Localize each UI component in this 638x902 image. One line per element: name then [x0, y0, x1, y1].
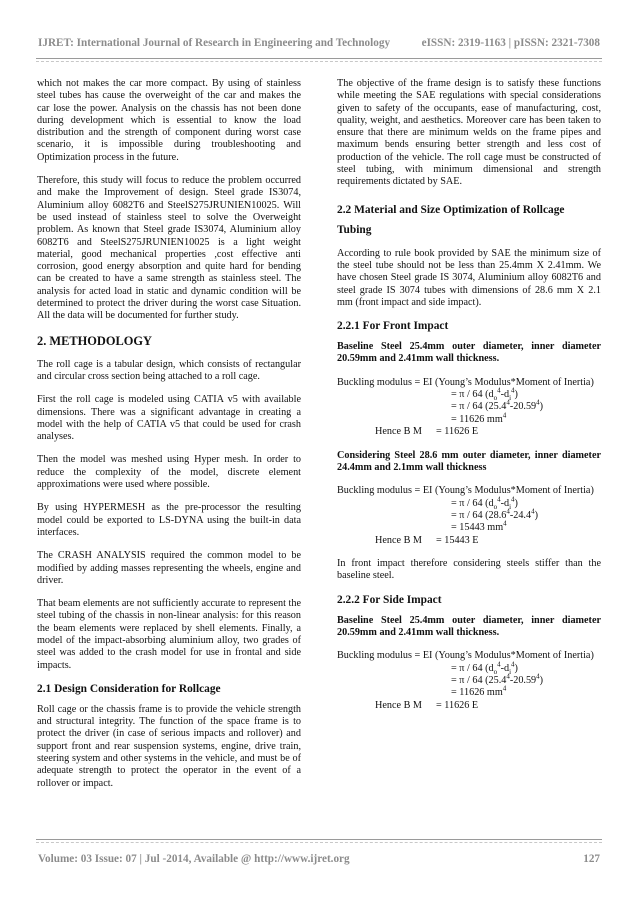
- equation-line: = π / 64 $(d_o^4-d_i^4)$: [451, 386, 518, 403]
- equation-line: = π / 64 (28.6$^4$-24.4$^4$): [451, 507, 538, 521]
- equation-line: = π / 64 (25.4$^4$-20.59$^4$): [451, 399, 544, 413]
- bold-statement: Baseline Steel 25.4mm outer diameter, inner diameter 20.59mm and 2.41mm wall thickness.: [337, 614, 601, 639]
- buckling-label: Buckling modulus = EI (Young’s Modulus*Moment of Inertia): [337, 485, 594, 497]
- paragraph: Therefore, this study will focus to reduce the problem occurred and make the Improvement of design. Steel grade IS3074, Aluminium alloy 6082T6 and SteelS275JRUNIEN10025. Will be used instead of stainless steel to solve the Overweight problem. As known that Steel grade IS3074, Aluminium alloy 6082T6 and SteelS275JRUNIEN10025 is a light weight material, good mechanical properties ,cost effective anti corrosion, good energy absorption and quite hard for bending can be created to have a same strength as stainless steel. The analysis for acted load in static and dynamic condition will be determined to protect the driver during the worst case Situation. All the data will be documented for further study.: [37, 175, 301, 322]
- equation-line: = π / 64 $(d_o^4-d_i^4)$: [451, 495, 518, 511]
- page-footer: [38, 853, 600, 865]
- equation-line: = 11626 $mm^4$: [451, 685, 507, 699]
- paragraph: Then the model was meshed using Hyper mesh. In order to reduce the complexity of the model, discrete element approximations were used where possible.: [37, 454, 301, 491]
- heading-line: Tubing: [337, 223, 372, 236]
- paragraph: The roll cage is a tabular design, which consists of rectangular and circular cross section being attached to a roll cage.: [37, 358, 301, 382]
- paragraph: Roll cage or the chassis frame is to provide the vehicle strength and structural integrity. The function of the space frame is to protect the driver (in case of serious impacts and rollover) and support front and rear suspension systems, engine, drive train, steering system and other systems in the vehicle, and must be of adequate strength to protect the operator in the event of a rollover or impact.: [37, 703, 301, 789]
- subsection-heading-side-impact: 2.2.2 For Side Impact: [337, 593, 442, 606]
- volume-info: Volume: 03 Issue: 07 | Jul -2014, Available @ http://www.ijret.org: [38, 853, 350, 865]
- left-column: [37, 78, 301, 790]
- equation-line: = π / 64 $(d_o^4-d_i^4)$: [451, 660, 518, 676]
- section-heading-methodology: 2. METHODOLOGY: [37, 333, 152, 348]
- right-column: [337, 78, 601, 712]
- equation-line: = π / 64 (25.4$^4$-20.59$^4$): [451, 672, 544, 687]
- equation-line: Hence B M = 11626 E: [375, 699, 479, 711]
- paragraph: According to rule book provided by SAE the minimum size of the steel tube should not be less than 25.4mm X 2.41mm. We have chosen Steel grade IS 3074, Aluminium alloy 6082T6 and steel grade IS 3074 tubes with dimensions of 28.6 mm X 2.1 mm (front impact and side impact).: [337, 247, 601, 308]
- issn-info: eISSN: 2319-1163 | pISSN: 2321-7308: [421, 37, 600, 49]
- paragraph: which not makes the car more compact. By using of stainless steel tubes has cause the overweight of the car and makes the car lose the power. Analysis on the chassis has not been done during development which is essential to know the load distribution and the strength of component during worst case scenario, it is impossible during troubleshooting and Optimization process in the future.: [37, 78, 301, 163]
- equation-line: Hence B M = 11626 E: [375, 426, 479, 438]
- paragraph: By using HYPERMESH as the pre-processor the resulting model could be exported to LS-DYNA using the built-in data interfaces.: [37, 502, 301, 538]
- buckling-label: Buckling modulus = EI (Young’s Modulus*Moment of Inertia): [337, 376, 594, 388]
- heading-line: [337, 200, 601, 220]
- buckling-label: Buckling modulus = EI (Young’s Modulus*Moment of Inertia): [337, 650, 594, 662]
- paragraph: The CRASH ANALYSIS required the common model to be modified by adding masses representing the wheels, engine and driver.: [37, 550, 301, 586]
- paragraph: In front impact therefore considering steels stiffer than the baseline steel.: [337, 558, 601, 582]
- subsection-heading-front-impact: 2.2.1 For Front Impact: [337, 320, 449, 333]
- bold-statement: Baseline Steel 25.4mm outer diameter, inner diameter 20.59mm and 2.41mm wall thickness.: [337, 341, 601, 365]
- paragraph: The objective of the frame design is to satisfy these functions while meeting the SAE regulations with special considerations given to safety of the occupants, ease of manufacturing, cost, quality, weight, and aesthetics. Moreover care has been taken to ensure that there are minimum welds on the frame pipes and maximum bends ensuring better strength and less cost of production of the vehicle. The roll cage must be constructed of steel tubing, with minimum dimensional and strength requirements dictated by SAE.: [337, 78, 601, 188]
- subsection-heading-design-consideration: 2.1 Design Consideration for Rollcage: [37, 682, 221, 695]
- bold-statement: Considering Steel 28.6 mm outer diameter, inner diameter 24.4mm and 2.1mm wall thickness: [337, 449, 601, 473]
- equation-block: [337, 650, 601, 712]
- equation-block: [337, 485, 601, 547]
- heading-text: 2.2 Material and Size Optimization of Rollcage: [337, 203, 565, 216]
- equation-line: Hence B M = 15443 E: [375, 534, 479, 546]
- header-rule: [36, 58, 602, 59]
- equation-line: = 15443 $mm^4$: [451, 519, 507, 534]
- equation-block: [337, 377, 601, 439]
- page-number: 127: [583, 853, 600, 865]
- paragraph: That beam elements are not sufficiently accurate to represent the steel tubing of the chassis in non-linear analysis: for this reason the beam elements were replaced by shell elements. Finally, a model of the impact-absorbing aluminium alloy, two grades of steel was added to the crash model for use in frontal and side impacts.: [37, 598, 301, 671]
- footer-rule-dashed: [36, 842, 602, 843]
- header-rule-dashed: [36, 61, 602, 62]
- subsection-heading-material-size: [337, 200, 601, 240]
- page-header: [38, 37, 600, 49]
- paragraph: First the roll cage is modeled using CATIA v5 with available dimensions. There was a significant advantage in creating a model with the help of CATIA v5 that could be used for crash analyses.: [37, 394, 301, 443]
- equation-line: = 11626 $mm^4$: [451, 411, 507, 425]
- footer-rule: [36, 839, 602, 840]
- journal-title: IJRET: International Journal of Research in Engineering and Technology: [38, 37, 391, 49]
